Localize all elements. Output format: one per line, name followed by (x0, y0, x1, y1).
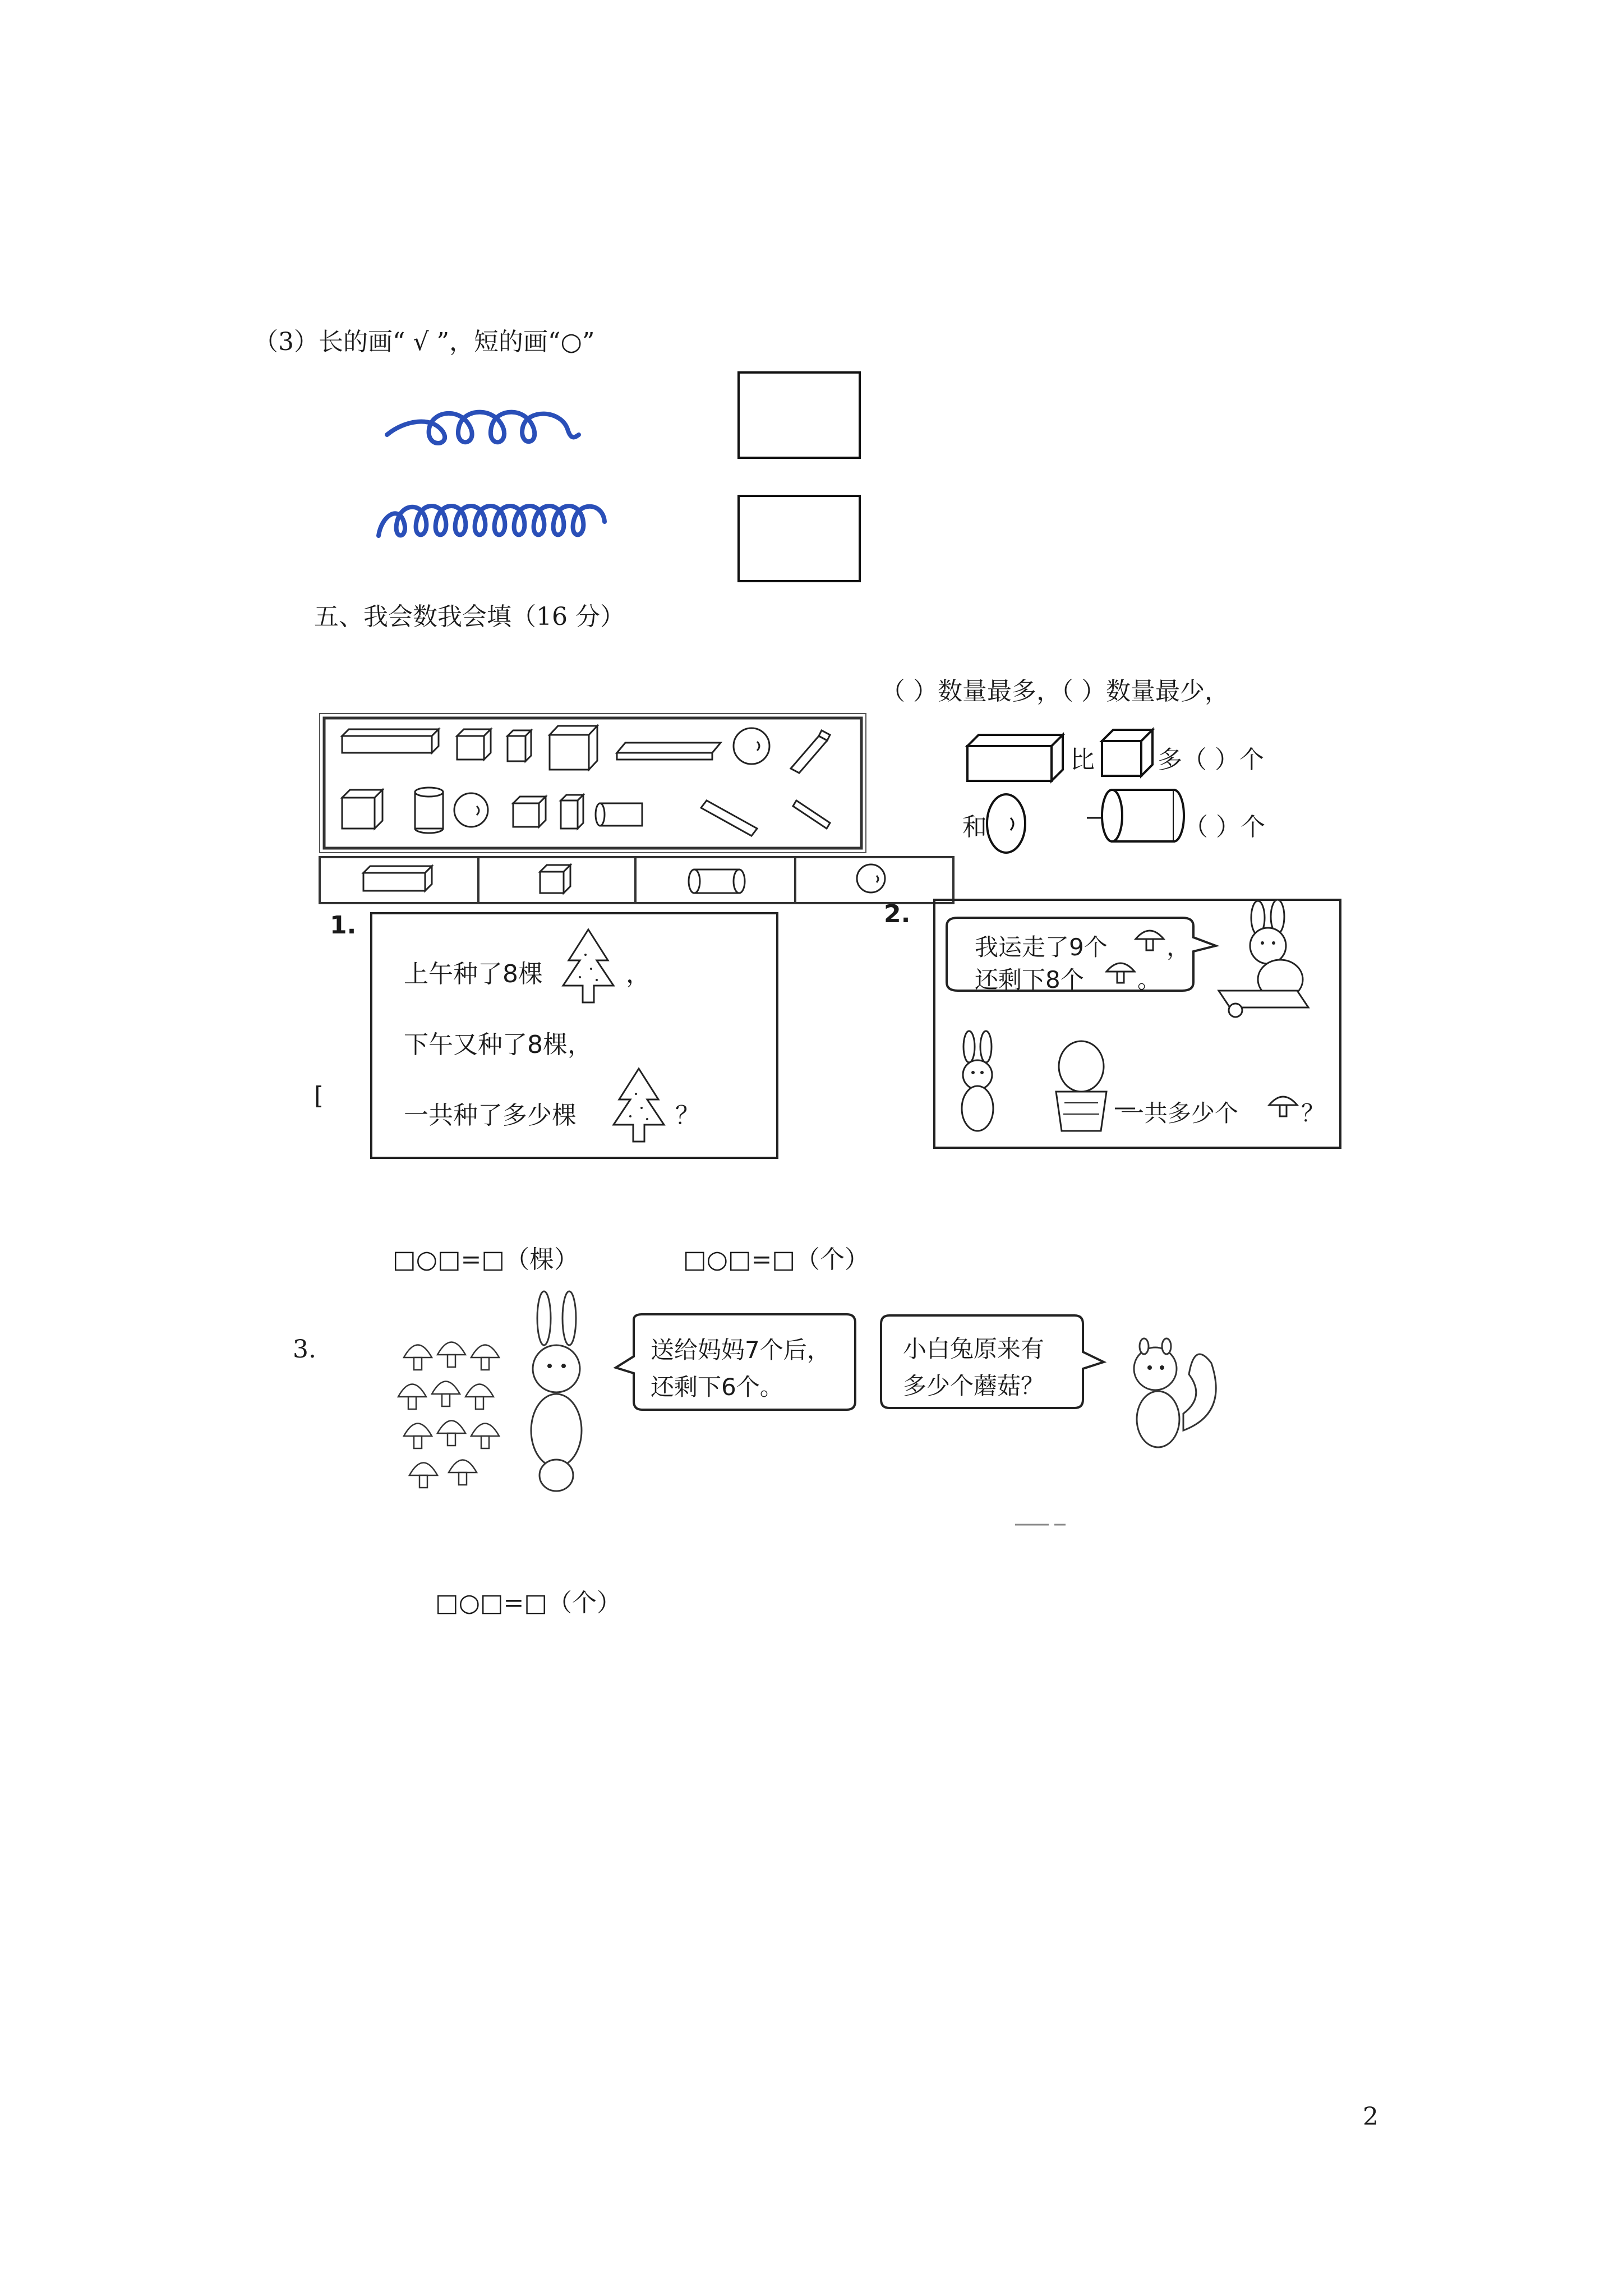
page-number: 2 (1363, 2102, 1378, 2131)
q3-prompt: （3）长的画“ √ ”，短的画“○” (253, 328, 595, 356)
mushroom-icon (1133, 922, 1166, 956)
cube-icon (1099, 727, 1161, 789)
mushroom-icon (1104, 955, 1137, 988)
problem1-side-mark: [ (314, 1082, 324, 1110)
cuboid-icon (965, 729, 1066, 791)
small-rabbit (947, 1030, 1014, 1142)
answer-box-short[interactable] (737, 371, 861, 459)
short-spiral (387, 412, 579, 443)
compare-he-label: 和 (962, 813, 987, 841)
problem3-equation[interactable]: □○□=□（个） (435, 1589, 621, 1617)
problem2-question-tail: ？ (1301, 1099, 1325, 1127)
problem2-card (933, 899, 1341, 1149)
squirrel (1116, 1329, 1228, 1464)
compare-more-blank: 多（ ）个 (1158, 746, 1264, 774)
ball-icon (983, 790, 1033, 857)
basket-icon (1048, 1036, 1115, 1137)
problem1-number: 1. (330, 911, 357, 940)
white-rabbit (516, 1290, 606, 1503)
long-short-spirals (359, 381, 673, 572)
tree-icon (608, 1066, 670, 1150)
problem2-speech-line2: 还剩下8个 (975, 966, 1084, 993)
tree-icon (557, 927, 619, 1011)
problem2-equation[interactable]: □○□=□（个） (683, 1245, 869, 1274)
problem1-line3: 一共种了多少棵 (404, 1101, 577, 1130)
rabbit-with-cart (1213, 907, 1336, 1019)
shapes-count-table (319, 856, 958, 907)
problem3-bubble1-line1: 送给妈妈7个后， (651, 1336, 831, 1364)
problem1-line1-tail: ， (626, 960, 651, 988)
problem1-line2: 下午又种了8棵， (404, 1030, 592, 1059)
problem3-bubble2-line2: 多少个蘑菇？ (903, 1372, 1045, 1400)
problem2-speech-line1: 我运走了9个 (975, 933, 1108, 961)
problem3-bubble1-line2: 还剩下6个。 (651, 1373, 783, 1401)
problem3-bubble2-line1: 小白兔原来有 (903, 1335, 1045, 1363)
problem1-line1: 上午种了8棵 (404, 960, 543, 988)
problem1-line3-tail: ？ (675, 1101, 700, 1130)
cylinder-icon (1081, 785, 1193, 847)
section-title: 五、我会数我会填（16 分） (314, 602, 625, 631)
problem1-card (370, 912, 778, 1159)
most-least-question: （ ）数量最多，（ ）数量最少， (880, 677, 1229, 706)
stray-mark (1015, 1521, 1071, 1528)
problem2-speech-line1-tail: ， (1166, 933, 1191, 961)
long-spiral (379, 506, 605, 536)
problem2-question: 一共多少个 (1121, 1099, 1239, 1127)
mushroom-pile (393, 1324, 527, 1526)
problem3-number: 3. (293, 1335, 316, 1364)
answer-box-long[interactable] (737, 495, 861, 582)
problem1-equation[interactable]: □○□=□（棵） (393, 1245, 579, 1274)
rabbit-speech-bubble (611, 1312, 858, 1424)
problem2-number: 2. (884, 900, 911, 928)
compare-bi-label: 比 (1070, 746, 1095, 774)
mushroom-icon (1266, 1088, 1300, 1122)
problem2-speech-line2-tail: 。 (1137, 966, 1161, 993)
compare-count-blank: （ ）个 (1183, 813, 1265, 841)
